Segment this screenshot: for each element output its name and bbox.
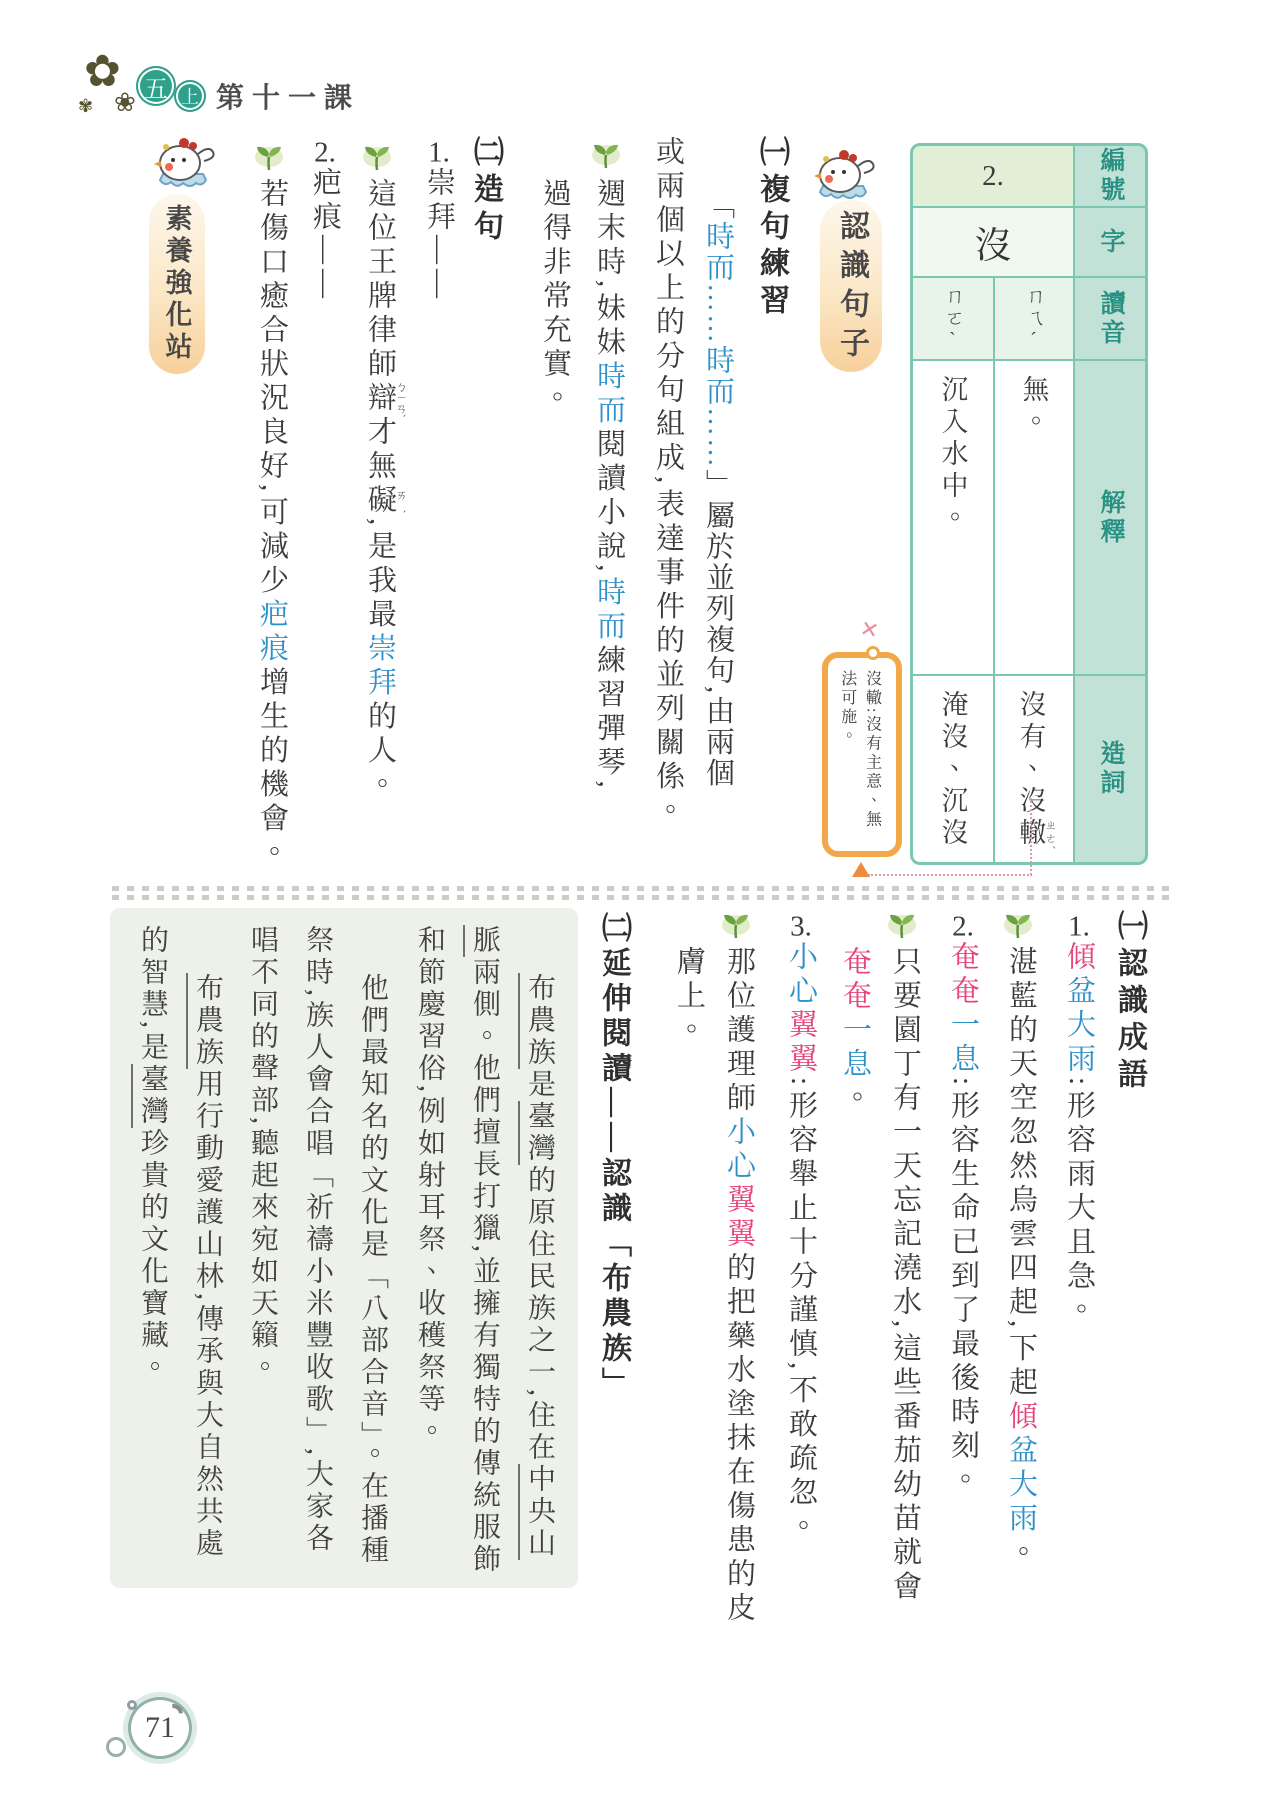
flower-icon: ✿	[84, 46, 121, 97]
reading-col-7: 布農族用行動愛護山林,傳承與大自然共處	[192, 973, 223, 1560]
idiom-title-yanyanyixi: 2.奄奄一息:形容生命已到了最後時刻。	[947, 912, 979, 1499]
flower-small-icon: ❀	[114, 88, 136, 118]
note-bubble	[822, 652, 902, 857]
chicken-mascot-icon	[810, 146, 876, 207]
compound-intro-col1: 「時而……時而……」屬於並列複句,由兩個	[702, 190, 734, 789]
vocab-table	[910, 143, 1148, 865]
reading-col-1: 布農族是臺灣的原住民族之一,住在中央山	[524, 973, 555, 1560]
banner-sentences: 認識句子	[820, 200, 882, 372]
leader-line	[1030, 798, 1032, 875]
word-item-chongbai: 1.崇拜——	[423, 138, 455, 303]
pin-icon	[866, 646, 880, 660]
table-header-character: 字	[1075, 208, 1145, 276]
idiom-title-qingpendayu: 1.傾盆大雨:形容雨大且急。	[1063, 912, 1095, 1329]
sprout-icon	[720, 908, 752, 942]
heading-extended-reading: ㈡延伸閱讀——認識「布農族」	[597, 912, 630, 1402]
table-entry-number: 2.	[913, 146, 1073, 206]
sprout-icon	[590, 138, 622, 172]
heading-idioms: ㈠認識成語	[1113, 910, 1146, 1095]
reading-box	[110, 908, 578, 1588]
idiom-title-xiaoxinyiyi: 3.小心翼翼:形容舉止十分謹慎,不敢疏忽。	[785, 912, 817, 1545]
idiom-example-xiaoxinyiyi-col1: 那位護理師小心翼翼的把藥水塗抹在傷患的皮	[723, 946, 755, 1626]
word-item-bahen: 2.疤痕——	[309, 138, 341, 303]
reading-col-3: 和節慶習俗,例如射耳祭、收穫祭等。	[414, 925, 445, 1448]
table-header-number: 編號	[1075, 146, 1145, 206]
small-bubble-icon	[127, 1700, 137, 1710]
table-definition-mei: 無。	[995, 361, 1073, 674]
table-header-definition: 解釋	[1075, 361, 1145, 674]
stitch-icon: ✕	[857, 616, 881, 645]
small-bubble-icon	[106, 1737, 126, 1757]
compound-intro-col2: 或兩個以上的分句組成,表達事件的並列關係。	[652, 136, 684, 829]
table-header-words: 造詞	[1075, 676, 1145, 862]
sprout-icon	[361, 140, 393, 174]
table-reading-mei: ㄇㄟˊ	[995, 278, 1073, 359]
idiom-example-xiaoxinyiyi-col2: 膚上。	[673, 946, 705, 1048]
idiom-example-yanyanyixi-col1: 只要園丁有一天忘記澆水,這些番茄幼苗就會	[889, 946, 921, 1605]
table-header-reading: 讀音	[1075, 278, 1145, 359]
compound-example-col2: 過得非常充實。	[539, 178, 571, 416]
idiom-example-qingpendayu: 湛藍的天空忽然烏雲四起,下起傾盆大雨。	[1005, 946, 1037, 1571]
page-number: 71	[145, 1711, 175, 1744]
banner-literacy: 素養強化站	[149, 194, 205, 374]
section-divider	[112, 886, 1170, 900]
lesson-title: 第十一課	[216, 83, 361, 114]
sprout-icon	[1002, 908, 1034, 942]
reading-col-5: 祭時,族人會合唱「祈禱小米豐收歌」,大家各	[302, 925, 333, 1555]
table-reading-mo: ㄇㄛˋ	[913, 278, 993, 359]
reading-col-6: 唱不同的聲部,聽起來宛如天籟。	[247, 925, 278, 1384]
table-definition-mo: 沉入水中。	[913, 361, 993, 674]
heading-compound-sentence: ㈠複句練習	[755, 136, 788, 321]
reading-col-2: 脈兩側。他們擅長打獵,並擁有獨特的傳統服飾	[469, 925, 500, 1576]
example-chongbai: 這位王牌律師辯ㄅㄧㄢˋ才無礙ㄞˋ,是我最崇拜的人。	[364, 178, 408, 803]
sprout-icon	[886, 908, 918, 942]
semester-badge: 上	[174, 80, 206, 112]
flower-small-icon: ✾	[78, 96, 94, 117]
page-number-bubble	[128, 1697, 192, 1759]
sprout-icon	[253, 140, 285, 174]
table-words-mei: 沒有、沒轍ㄓㄜˊ	[995, 676, 1073, 862]
idiom-example-yanyanyixi-col2: 奄奄一息。	[839, 946, 871, 1116]
table-words-mo: 淹沒、沉沒	[913, 676, 993, 862]
leader-line	[868, 874, 1032, 876]
reading-col-4: 他們最知名的文化是「八部合音」。在播種	[357, 973, 388, 1567]
reading-col-8: 的智慧,是臺灣珍貴的文化寶藏。	[137, 925, 168, 1384]
table-entry-character: 沒	[913, 208, 1073, 276]
example-bahen: 若傷口癒合狀況良好,可減少疤痕增生的機會。	[256, 178, 288, 871]
heading-make-sentences: ㈡造句	[469, 136, 502, 247]
note-bubble-text: 沒轍:沒有主意、無法可施。	[838, 670, 881, 830]
compound-example-col1: 週末時,妹妹時而閱讀小說,時而練習彈琴,	[593, 178, 625, 793]
grade-badge: 五	[136, 66, 176, 106]
chicken-mascot-icon	[150, 134, 216, 195]
